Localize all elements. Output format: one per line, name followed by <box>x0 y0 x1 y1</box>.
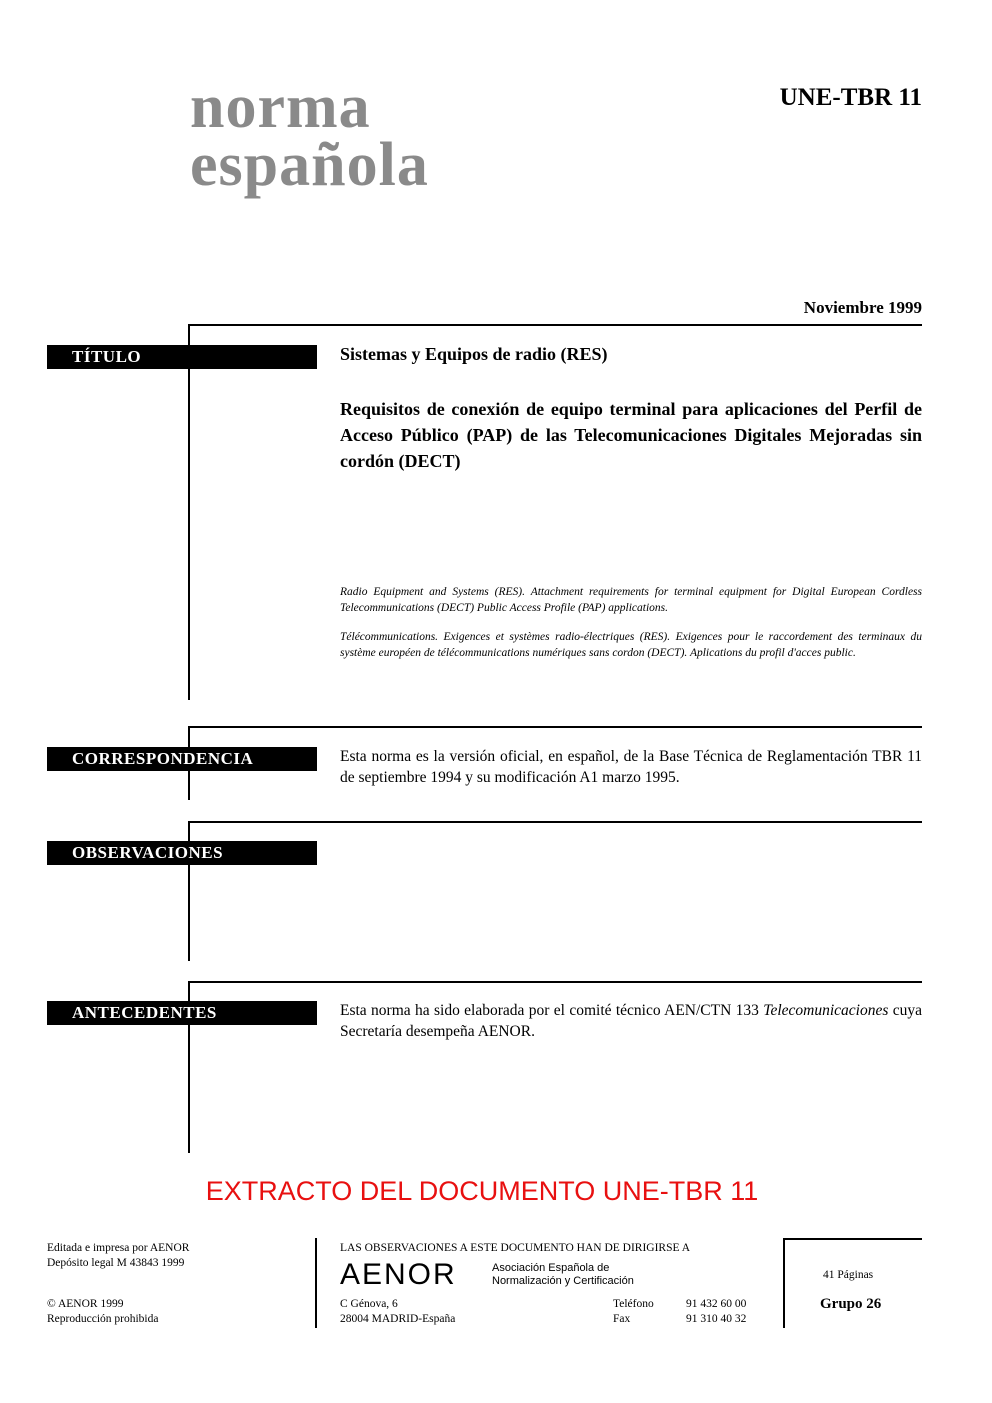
label-titulo: TÍTULO <box>47 345 317 369</box>
label-correspondencia: CORRESPONDENCIA <box>47 747 317 771</box>
footer-edited: Editada e impresa por AENOR <box>47 1242 190 1254</box>
antecedentes-text-after: cuya Secretaría desempeña AENOR. <box>340 1002 922 1040</box>
document-code: UNE-TBR 11 <box>779 84 922 111</box>
assoc-line-1: Asociación Española de <box>492 1262 610 1274</box>
footer-deposit: Depósito legal M 43843 1999 <box>47 1257 185 1269</box>
footer-address <box>340 1297 455 1327</box>
brand-line-1: norma <box>190 73 371 141</box>
section-rule <box>188 324 190 700</box>
aenor-association <box>492 1262 634 1288</box>
page-count: 41 Páginas <box>823 1269 874 1281</box>
section-divider <box>188 821 922 823</box>
correspondencia-text: Esta norma es la versión oficial, en español, de la Base Técnica de Reglamentación TBR 11 de septiembre 1994 y su modificación A1 marzo 1995. <box>340 748 922 786</box>
footer-box-left-rule <box>783 1238 785 1328</box>
brand-title <box>190 73 429 199</box>
aenor-logo: AENOR <box>340 1258 457 1291</box>
assoc-line-2: Normalización y Certificación <box>492 1275 634 1287</box>
brand-line-2: española <box>190 131 429 199</box>
footer-contact-labels <box>613 1297 654 1327</box>
footer-contact-values <box>686 1297 746 1327</box>
label-antecedentes: ANTECEDENTES <box>47 1001 317 1025</box>
title-french: Télécommunications. Exigences et systèmes radio-électriques (RES). Exigences pour le raccordement des terminaux du système européen de télécommunications numériques sans cordon (DECT). Aplications du profil d'acces public. <box>340 631 922 659</box>
address-line-2: 28004 MADRID-España <box>340 1313 456 1325</box>
footer-box-top-rule <box>783 1238 922 1240</box>
fax-label: Fax <box>613 1313 631 1325</box>
footer-divider <box>315 1238 317 1328</box>
phone-label: Teléfono <box>613 1298 654 1310</box>
footer-rights <box>47 1297 158 1327</box>
antecedentes-text-italic: Telecomunicaciones <box>763 1002 889 1019</box>
title-english: Radio Equipment and Systems (RES). Attachment requirements for terminal equipment for Digital European Cordless Telecommunications (DECT) Public Access Profile (PAP) applications. <box>340 586 922 614</box>
fax-number: 91 310 40 32 <box>686 1313 747 1325</box>
footer-publisher <box>47 1241 189 1271</box>
phone-number: 91 432 60 00 <box>686 1298 747 1310</box>
title-sub: Requisitos de conexión de equipo terminal para aplicaciones del Perfil de Acceso Público (PAP) de las Telecomunicaciones Digitales Mejoradas sin cordón (DECT) <box>340 399 922 471</box>
price-group: Grupo 26 <box>820 1296 882 1312</box>
footer-observations-note: LAS OBSERVACIONES A ESTE DOCUMENTO HAN DE DIRIGIRSE A <box>340 1242 691 1254</box>
address-line-1: C Génova, 6 <box>340 1298 398 1310</box>
section-divider <box>188 726 922 728</box>
extract-watermark: EXTRACTO DEL DOCUMENTO UNE-TBR 11 <box>205 1176 759 1206</box>
footer-reproduction: Reproducción prohibida <box>47 1313 159 1325</box>
section-divider <box>188 981 922 983</box>
title-main: Sistemas y Equipos de radio (RES) <box>340 344 608 364</box>
section-divider <box>188 324 922 326</box>
label-observaciones: OBSERVACIONES <box>47 841 317 865</box>
document-date: Noviembre 1999 <box>803 298 922 317</box>
antecedentes-text <box>340 1000 922 1042</box>
footer-copyright: © AENOR 1999 <box>47 1298 124 1310</box>
antecedentes-text-before: Esta norma ha sido elaborada por el comité técnico AEN/CTN 133 <box>340 1002 764 1019</box>
